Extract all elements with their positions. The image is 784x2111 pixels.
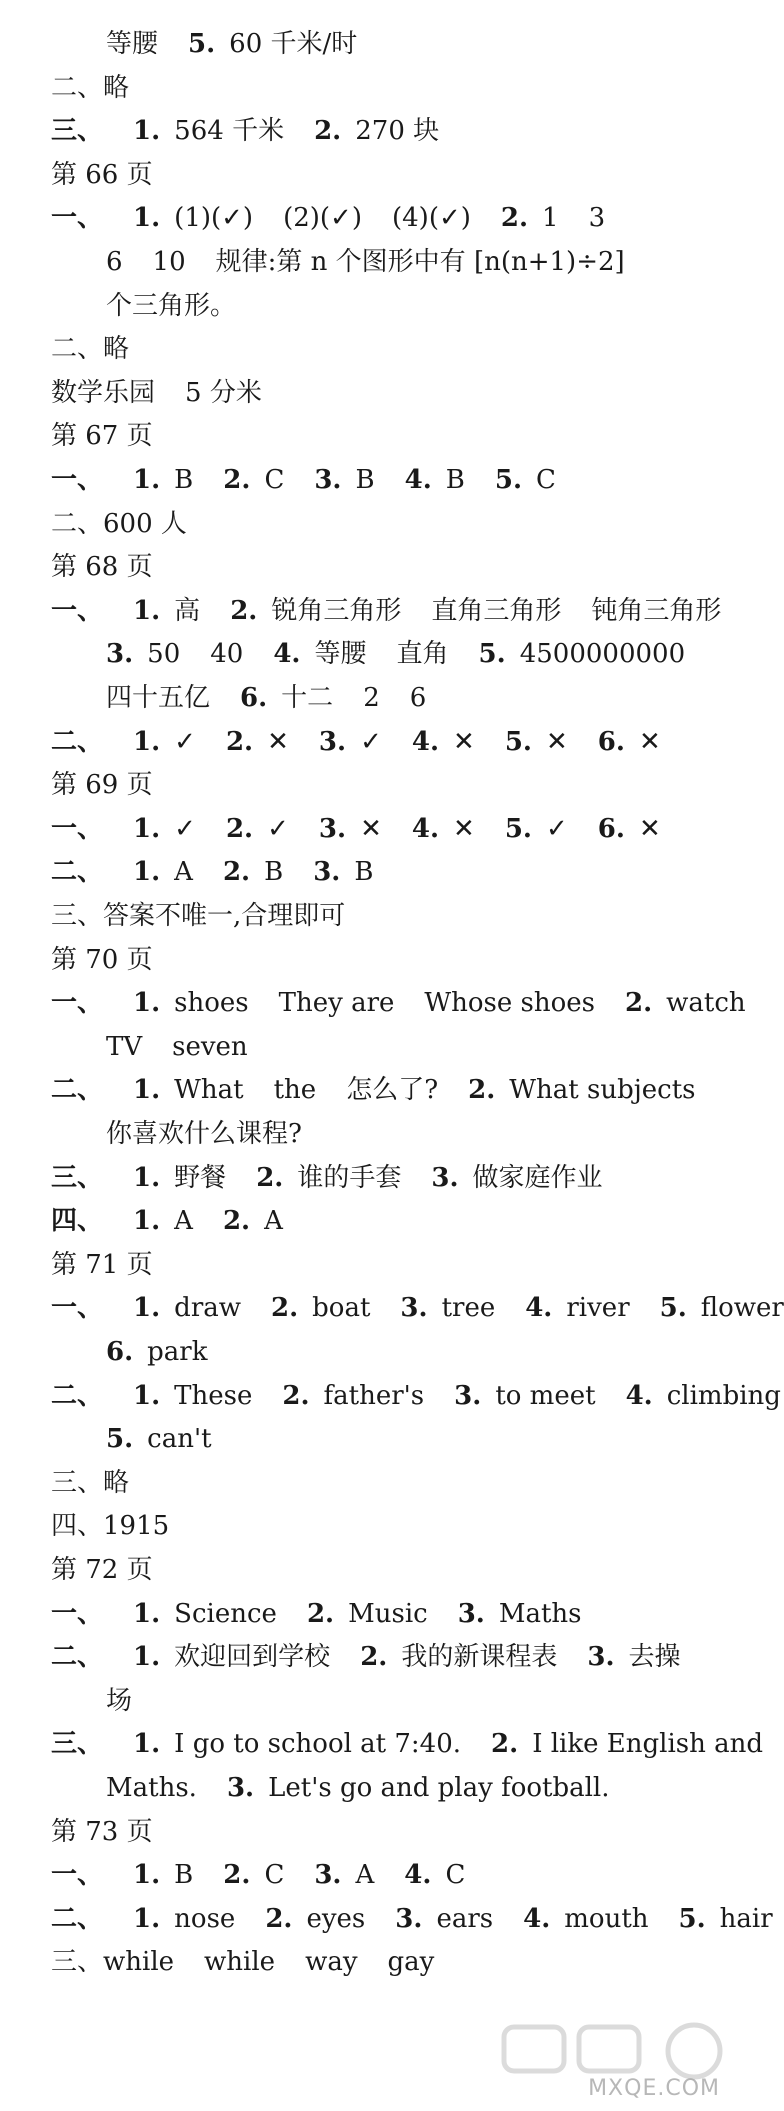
- answer-text: What subjects: [509, 1075, 696, 1106]
- answer-text: These: [174, 1380, 253, 1411]
- answer-line: [51, 196, 605, 240]
- question-number: 3.: [318, 726, 347, 757]
- watermark-text: MXQE.COM: [588, 2076, 720, 2101]
- answer-line: [51, 850, 373, 894]
- section-marker: 二、: [51, 1642, 104, 1673]
- question-number: 2.: [230, 595, 258, 626]
- answer-text: 第 67 页: [51, 421, 153, 452]
- question-number: 6.: [240, 683, 268, 713]
- question-number: 2.: [265, 1903, 293, 1934]
- question-number: 3.: [226, 1773, 255, 1803]
- answer-line: [51, 1853, 465, 1897]
- answer-text: 直角: [396, 639, 449, 670]
- answer-text: A: [264, 1206, 283, 1237]
- question-number: 2.: [306, 1598, 335, 1629]
- answer-text: B: [174, 465, 194, 495]
- answer-text: mouth: [564, 1903, 649, 1934]
- answer-text: 三、答案不唯一,合理即可: [51, 901, 346, 931]
- answer-text: 第 73 页: [51, 1816, 153, 1847]
- answer-line: [51, 502, 187, 546]
- answer-text: can't: [147, 1424, 212, 1455]
- answer-text: 等腰: [106, 29, 159, 59]
- question-number: 1.: [133, 857, 161, 888]
- answer-text: 规律:第 n 个图形中有 [n(n+1)÷2]: [215, 247, 625, 277]
- answer-text: watch: [666, 988, 746, 1019]
- answer-text: I like English and: [532, 1729, 764, 1760]
- answer-line: [51, 720, 661, 764]
- question-number: 1.: [133, 203, 161, 234]
- answer-text: 50: [147, 639, 181, 670]
- question-number: 2.: [222, 857, 251, 888]
- question-number: 4.: [525, 1293, 553, 1324]
- question-number: 5.: [106, 1424, 134, 1455]
- question-number: 4.: [404, 465, 432, 495]
- question-number: 2.: [225, 726, 254, 757]
- question-number: 2.: [491, 1729, 519, 1760]
- answer-text: B: [264, 857, 284, 888]
- answer-line: [51, 1374, 781, 1418]
- question-number: 1.: [133, 1075, 161, 1106]
- question-number: 4.: [273, 639, 301, 670]
- answer-line: [51, 153, 153, 197]
- question-number: 2.: [271, 1293, 299, 1324]
- question-number: 2.: [222, 1206, 251, 1237]
- question-number: 2.: [314, 116, 342, 147]
- question-number: 2.: [625, 988, 653, 1019]
- question-number: 1.: [133, 1729, 161, 1760]
- answer-text: 6: [106, 247, 123, 277]
- answer-text: A: [174, 1206, 193, 1237]
- question-number: 1.: [133, 1380, 161, 1411]
- answer-text: TV: [106, 1031, 143, 1062]
- answer-line: [51, 894, 345, 938]
- answer-line-continued: [106, 1679, 132, 1723]
- answer-text: park: [147, 1337, 208, 1367]
- answer-line: [51, 1810, 153, 1854]
- question-number: 4.: [404, 1860, 432, 1891]
- answer-text: 野餐: [174, 1162, 227, 1193]
- answer-text: 第 72 页: [51, 1555, 153, 1585]
- section-marker: 一、: [51, 465, 104, 495]
- answer-line: [51, 66, 129, 110]
- answer-text: 钝角三角形: [591, 595, 722, 626]
- answer-text: ✓: [360, 726, 382, 757]
- answer-text: shoes: [174, 988, 249, 1019]
- answer-text: 5 分米: [185, 377, 262, 408]
- answer-text: 二、略: [51, 72, 130, 103]
- answer-text: ears: [436, 1903, 494, 1934]
- answer-text: C: [536, 465, 556, 495]
- question-number: 6.: [597, 813, 625, 844]
- answer-text: A: [355, 1860, 375, 1891]
- question-number: 4.: [523, 1903, 551, 1934]
- question-number: 6.: [106, 1337, 134, 1367]
- section-marker: 二、: [51, 857, 104, 888]
- answer-line: [51, 458, 556, 502]
- answer-line: [51, 1504, 169, 1548]
- section-marker: 二、: [51, 726, 104, 757]
- answer-line: [51, 981, 746, 1025]
- answer-text: 第 66 页: [51, 159, 153, 190]
- answer-text: climbing: [666, 1380, 781, 1411]
- answer-text: 谁的手套: [297, 1162, 402, 1193]
- answer-text: 高: [174, 595, 201, 626]
- answer-text: Maths.: [106, 1773, 197, 1803]
- answer-line-continued: [106, 22, 357, 66]
- question-number: 3.: [314, 465, 342, 495]
- answer-text: A: [174, 857, 193, 888]
- question-number: 1.: [133, 1162, 161, 1193]
- answer-text: ✕: [638, 813, 661, 844]
- answer-text: ✕: [267, 726, 289, 757]
- answer-text: 三、while: [51, 1947, 175, 1978]
- answer-text: gay: [387, 1947, 435, 1978]
- answer-line: [51, 1286, 784, 1330]
- answer-text: 等腰: [314, 639, 367, 670]
- answer-text: ✕: [453, 813, 475, 844]
- answer-text: Music: [348, 1598, 428, 1629]
- section-marker: 三、: [51, 116, 104, 147]
- answer-text: ✕: [360, 813, 382, 844]
- question-number: 2.: [360, 1642, 388, 1673]
- answer-line: [51, 1068, 696, 1112]
- answer-text: Whose shoes: [424, 988, 595, 1019]
- answer-text: ✕: [545, 726, 568, 757]
- question-number: 1.: [133, 726, 161, 757]
- question-number: 3.: [318, 813, 347, 844]
- answer-text: 四十五亿: [106, 683, 211, 713]
- answer-line: [51, 938, 153, 982]
- answer-line: [51, 545, 153, 589]
- answer-line-continued: [106, 676, 426, 720]
- answer-text: C: [445, 1860, 466, 1891]
- section-marker: 三、: [51, 1162, 104, 1193]
- answer-line: [51, 1940, 434, 1984]
- answer-text: 四、1915: [51, 1511, 170, 1542]
- answer-text: to meet: [495, 1380, 596, 1411]
- section-marker: 一、: [51, 595, 104, 626]
- answer-text: 个三角形。: [106, 290, 237, 321]
- answer-text: I go to school at 7:40.: [174, 1729, 462, 1760]
- answer-text: eyes: [306, 1903, 366, 1934]
- answer-text: 2: [363, 683, 380, 713]
- answer-text: 十二: [281, 683, 334, 713]
- answer-text: They are: [278, 988, 395, 1019]
- section-marker: 四、: [51, 1206, 104, 1237]
- question-number: 5.: [678, 1903, 706, 1934]
- question-number: 2.: [225, 813, 254, 844]
- question-number: 1.: [133, 1903, 161, 1934]
- question-number: 5.: [504, 726, 532, 757]
- answer-text: C: [264, 465, 285, 495]
- answer-text: 你喜欢什么课程?: [106, 1119, 302, 1149]
- answer-line: [51, 807, 661, 851]
- section-marker: 一、: [51, 1293, 104, 1324]
- answer-text: Let's go and play football.: [268, 1773, 610, 1803]
- answer-text: 4500000000: [519, 639, 686, 670]
- answer-text: 3: [588, 203, 606, 234]
- question-number: 2.: [500, 203, 529, 234]
- answer-text: B: [445, 465, 465, 495]
- answer-text: 第 71 页: [51, 1249, 153, 1280]
- answer-line-continued: [106, 1112, 302, 1156]
- answer-line: [51, 371, 262, 415]
- section-marker: 一、: [51, 1860, 104, 1891]
- question-number: 2.: [282, 1380, 310, 1411]
- answer-line-continued: [106, 1330, 207, 1374]
- answer-text: nose: [174, 1903, 236, 1934]
- answer-text: river: [566, 1293, 630, 1324]
- answer-text: 二、600 人: [51, 508, 187, 539]
- answer-line: [51, 1592, 582, 1636]
- question-number: 1.: [133, 1293, 161, 1324]
- question-number: 3.: [106, 639, 134, 670]
- answer-text: 直角三角形: [431, 595, 562, 626]
- answer-text: 锐角三角形: [271, 595, 402, 626]
- question-number: 3.: [314, 1860, 342, 1891]
- question-number: 3.: [395, 1903, 423, 1934]
- answer-text: flower: [700, 1293, 784, 1324]
- question-number: 1.: [133, 1860, 161, 1891]
- answer-line-continued: [106, 240, 625, 284]
- answer-text: 去操: [628, 1642, 681, 1673]
- section-marker: 一、: [51, 988, 104, 1019]
- answer-line: [51, 1243, 153, 1287]
- answer-text: 10: [152, 247, 186, 277]
- answer-line-continued: [106, 1417, 212, 1461]
- answer-text: while: [204, 1947, 276, 1978]
- answer-text: boat: [312, 1293, 371, 1324]
- answer-text: draw: [174, 1293, 241, 1324]
- question-number: 1.: [133, 116, 161, 147]
- question-number: 2.: [223, 1860, 251, 1891]
- answer-text: 6: [409, 683, 427, 713]
- answer-line: [51, 1199, 283, 1243]
- answer-text: ✓: [174, 726, 196, 757]
- answer-text: father's: [323, 1380, 425, 1411]
- answer-line: [51, 589, 721, 633]
- section-marker: 一、: [51, 203, 104, 234]
- answer-text: ✓: [174, 813, 196, 844]
- answer-line-continued: [106, 284, 236, 328]
- question-number: 1.: [133, 1642, 161, 1673]
- answer-line: [51, 1897, 773, 1941]
- answer-text: 二、略: [51, 334, 130, 365]
- answer-text: the: [273, 1075, 317, 1106]
- answer-text: What: [174, 1075, 244, 1106]
- answer-text: Science: [174, 1598, 277, 1629]
- question-number: 3.: [454, 1380, 482, 1411]
- answer-text: seven: [172, 1031, 248, 1062]
- question-number: 2.: [223, 465, 251, 495]
- section-marker: 一、: [51, 813, 104, 844]
- answer-text: Maths: [498, 1598, 582, 1629]
- answer-text: way: [305, 1947, 358, 1978]
- answer-text: 60 千米/时: [229, 29, 358, 59]
- answer-line: [51, 327, 129, 371]
- section-marker: 二、: [51, 1380, 104, 1411]
- question-number: 5.: [659, 1293, 687, 1324]
- question-number: 1.: [133, 988, 161, 1019]
- question-number: 3.: [431, 1162, 459, 1193]
- question-number: 2.: [468, 1075, 496, 1106]
- answer-text: hair: [719, 1903, 773, 1934]
- answer-line: [51, 1722, 763, 1766]
- question-number: 3.: [313, 857, 341, 888]
- answer-text: 40: [210, 639, 244, 670]
- question-number: 5.: [188, 29, 216, 59]
- answer-line: [51, 1635, 681, 1679]
- answer-text: 怎么了?: [346, 1075, 439, 1106]
- section-marker: 二、: [51, 1075, 104, 1106]
- answer-line: [51, 414, 153, 458]
- answer-text: ✕: [453, 726, 475, 757]
- answer-text: (1)(✓): [174, 203, 254, 234]
- answer-line: [51, 1156, 603, 1200]
- question-number: 1.: [133, 1206, 161, 1237]
- answer-text: B: [355, 465, 375, 495]
- answer-line-continued: [106, 1025, 248, 1069]
- answer-text: 欢迎回到学校: [174, 1642, 331, 1673]
- question-number: 1.: [133, 1598, 161, 1629]
- answer-line: [51, 763, 153, 807]
- answer-text: 第 70 页: [51, 944, 153, 975]
- answer-text: ✕: [638, 726, 661, 757]
- answer-text: 三、略: [51, 1467, 130, 1498]
- answer-line: [51, 1548, 153, 1592]
- answer-text: C: [264, 1860, 285, 1891]
- question-number: 4.: [625, 1380, 653, 1411]
- question-number: 2.: [256, 1162, 284, 1193]
- question-number: 1.: [133, 465, 161, 495]
- question-number: 3.: [587, 1642, 615, 1673]
- answer-text: 做家庭作业: [472, 1162, 603, 1193]
- answer-text: B: [174, 1860, 194, 1891]
- question-number: 5.: [494, 465, 523, 495]
- answer-line: [51, 109, 439, 153]
- question-number: 5.: [478, 639, 506, 670]
- question-number: 1.: [133, 813, 161, 844]
- answer-line: [51, 1461, 129, 1505]
- section-marker: 三、: [51, 1729, 104, 1760]
- question-number: 5.: [504, 813, 532, 844]
- answer-text: 场: [106, 1685, 133, 1716]
- answer-text: (4)(✓): [391, 203, 471, 234]
- answer-text: 1: [542, 203, 559, 234]
- section-marker: 一、: [51, 1598, 104, 1629]
- answer-line-continued: [106, 632, 685, 676]
- question-number: 4.: [411, 726, 440, 757]
- answer-text: 270 块: [355, 116, 440, 147]
- answer-text: 564 千米: [174, 116, 285, 147]
- question-number: 3.: [400, 1293, 428, 1324]
- answer-line-continued: [106, 1766, 610, 1810]
- answer-text: ✓: [267, 813, 289, 844]
- answer-text: (2)(✓): [283, 203, 362, 234]
- answer-text: 第 68 页: [51, 552, 153, 583]
- answer-text: ✓: [545, 813, 568, 844]
- answer-text: B: [354, 857, 374, 888]
- answer-text: tree: [441, 1293, 496, 1324]
- section-marker: 二、: [51, 1903, 104, 1934]
- answer-text: 第 69 页: [51, 770, 153, 801]
- question-number: 6.: [597, 726, 625, 757]
- question-number: 4.: [411, 813, 440, 844]
- answer-text: 我的新课程表: [401, 1642, 558, 1673]
- question-number: 1.: [133, 595, 161, 626]
- answer-text: 数学乐园: [51, 377, 156, 408]
- question-number: 3.: [457, 1598, 485, 1629]
